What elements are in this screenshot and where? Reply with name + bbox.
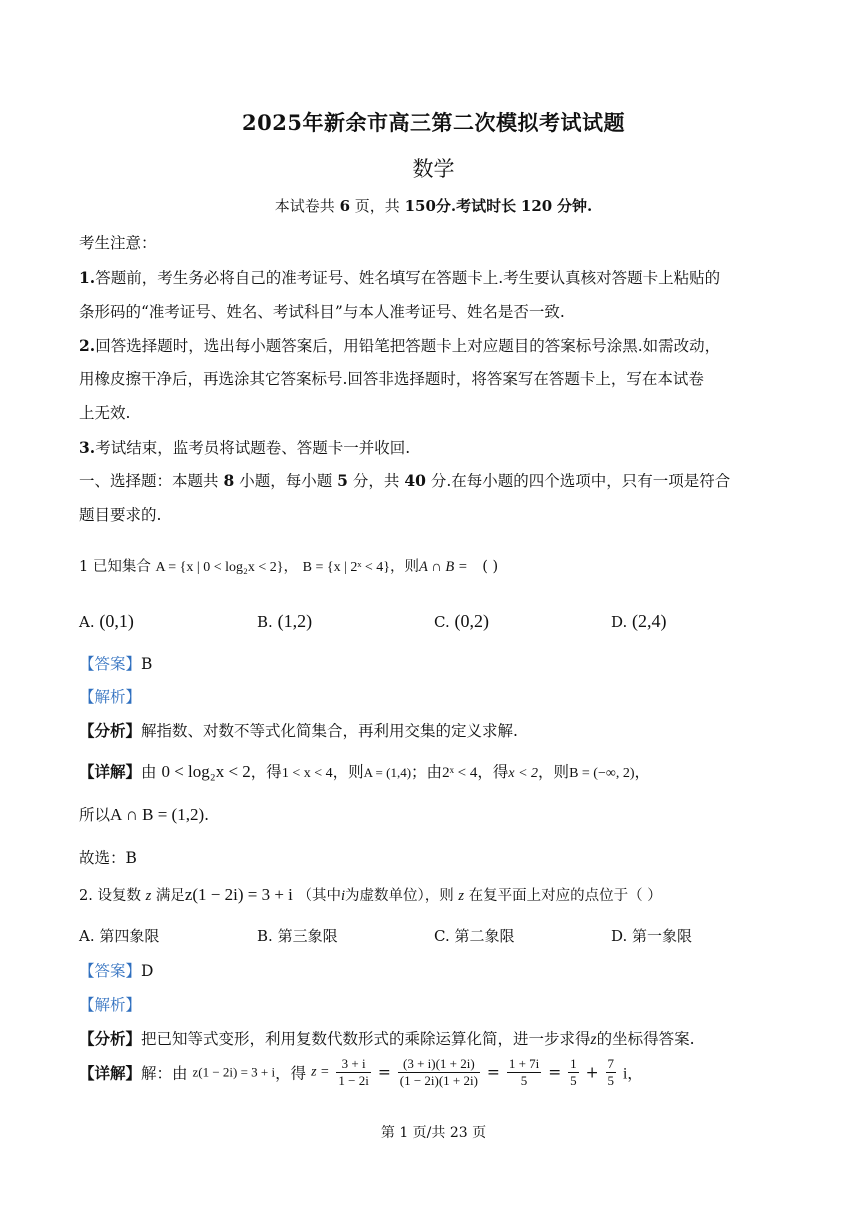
fraction-denominator: 5	[607, 1073, 615, 1088]
fenxi-text: 把已知等式变形，利用复数代数形式的乘除运算化简，进一步求得	[141, 1030, 591, 1048]
detail-text: ，则	[332, 763, 364, 781]
detail-text: ，则	[538, 763, 570, 781]
q1-fenxi	[79, 719, 518, 741]
intersection-formula: A ∩ B =	[419, 559, 468, 575]
option-value: 第一象限	[632, 927, 693, 945]
option-label: B.	[257, 927, 273, 945]
fenxi-tag: 【分析】	[79, 1029, 142, 1048]
q1-conclusion	[79, 803, 209, 825]
section-total: 40	[404, 471, 426, 490]
option-label: B.	[257, 613, 273, 631]
question-text: 在复平面上对应的点位于（ ）	[468, 888, 662, 904]
section-each: 5	[337, 471, 348, 490]
answer-value: B	[141, 655, 153, 673]
fraction-denominator: 5	[520, 1073, 528, 1088]
inequality-formula: 1 < x < 4	[281, 766, 333, 781]
notice-3-line-1	[79, 436, 410, 458]
q2-fenxi	[79, 1027, 695, 1049]
detail-text: ；由	[411, 763, 443, 781]
notice-number: 3.	[79, 438, 96, 457]
question-1-stem	[79, 555, 498, 576]
fenxi-text: 的坐标得答案.	[596, 1030, 695, 1048]
detail-text: 由	[141, 763, 157, 781]
detail-tag: 【详解】	[79, 762, 142, 781]
inequality-formula: 2ˣ < 4	[442, 765, 478, 781]
option-value: (1,2)	[277, 611, 313, 631]
fraction	[507, 1056, 541, 1089]
section-text: 分.在每小题的四个选项中，只有一项是符合	[430, 472, 731, 490]
option-label: C.	[434, 927, 450, 945]
question-text: 为虚数单位），则	[345, 888, 454, 904]
q2-option-d	[611, 925, 692, 946]
page-title: 2025年新余市高三第二次模拟考试试题	[242, 110, 625, 135]
q1-option-a	[79, 611, 134, 632]
separator: ，	[283, 559, 298, 575]
option-value: 第三象限	[277, 927, 338, 945]
q1-option-b	[257, 611, 312, 632]
option-label: D.	[611, 927, 628, 945]
equation-formula: z(1 − 2i) = 3 + i	[184, 885, 293, 904]
q1-detail	[79, 760, 650, 782]
question-text: 满足	[155, 888, 185, 904]
q1-choose: 故选：B	[79, 849, 137, 867]
fraction-numerator: 1 + 7i	[508, 1056, 540, 1071]
q1-answer	[79, 652, 152, 674]
detail-text: ，得	[250, 763, 282, 781]
conclusion-text: 所以	[79, 806, 111, 824]
fraction	[336, 1056, 370, 1089]
notice-1-line-2: 条形码的“准考证号、姓名、考试科目”与本人准考证号、姓名是否一致.	[79, 303, 565, 321]
notice-1-line-1	[79, 266, 720, 288]
z-equals: z =	[311, 1064, 330, 1080]
question-text: 1 已知集合	[79, 559, 151, 575]
section-text: 分，共	[352, 472, 400, 490]
notice-number: 2.	[79, 336, 96, 355]
notice-text: 考试结束，监考员将试题卷、答题卡一并收回.	[95, 439, 411, 457]
set-formula: B = (−∞, 2)	[569, 766, 635, 781]
fraction-denominator: 5	[570, 1073, 577, 1088]
fraction-denominator: (1 − 2i)(1 + 2i)	[399, 1073, 478, 1088]
fraction	[606, 1056, 617, 1089]
q1-option-d	[611, 611, 667, 632]
answer-blank: ( )	[482, 559, 499, 575]
question-text: 2. 设复数	[79, 888, 141, 904]
option-label: D.	[611, 613, 628, 631]
notice-heading: 考生注意：	[79, 234, 157, 252]
detail-text: ，	[634, 763, 651, 781]
detail-text: ，得	[477, 763, 509, 781]
answer-tag: 【答案】	[79, 655, 142, 673]
set-formula: A = (1,4)	[363, 765, 412, 780]
q1-analysis-tag: 【解析】	[79, 688, 142, 706]
section-text: 小题，每小题	[239, 472, 333, 490]
section-heading-line-1	[79, 469, 730, 491]
answer-tag: 【答案】	[79, 962, 142, 980]
result-formula: A ∩ B = (1,2)	[110, 805, 205, 824]
section-heading-line-2: 题目要求的.	[79, 506, 162, 524]
intro-text: 本试卷共	[274, 197, 335, 215]
question-2-stem	[79, 884, 662, 905]
q2-option-a	[79, 925, 159, 946]
option-value: 第二象限	[454, 927, 515, 945]
notice-number: 1.	[79, 268, 96, 287]
fraction-numerator: 1	[570, 1056, 577, 1071]
option-value: (2,4)	[632, 611, 667, 631]
q2-option-c	[434, 925, 515, 946]
inequality-formula: 0 < log₂x < 2	[161, 762, 251, 781]
equals-sign: =	[377, 1063, 391, 1082]
detail-text: ，得	[275, 1064, 307, 1083]
q2-analysis-tag: 【解析】	[79, 996, 142, 1014]
fenxi-text: 解指数、对数不等式化简集合，再利用交集的定义求解.	[141, 722, 518, 740]
option-label: A.	[79, 927, 95, 945]
section-count: 8	[223, 471, 235, 490]
inequality-formula: x < 2	[508, 766, 539, 781]
page-footer: 第 1 页/共 23 页	[380, 1125, 487, 1141]
answer-value: D	[141, 962, 154, 980]
variable-z: z	[590, 1031, 597, 1048]
detail-tag: 【详解】	[79, 1063, 142, 1083]
fraction	[398, 1056, 480, 1089]
notice-2-line-2: 用橡皮擦干净后，再选涂其它答案标号.回答非选择题时，将答案写在答题卡上，写在本试卷	[79, 370, 704, 388]
option-label: A.	[79, 613, 95, 631]
variable-z: z	[145, 888, 152, 904]
fraction-numerator: 7	[607, 1056, 615, 1071]
equation-formula: z(1 − 2i) = 3 + i	[192, 1064, 276, 1080]
intro-text: 页，共	[354, 197, 400, 215]
question-text: ，则	[390, 559, 420, 575]
q2-option-b	[257, 925, 338, 946]
option-label: C.	[434, 613, 450, 631]
q2-detail	[79, 1056, 643, 1089]
q2-answer	[79, 959, 153, 981]
detail-text: 解：由	[141, 1064, 188, 1083]
option-value: 第四象限	[99, 927, 160, 945]
equals-sign: =	[486, 1063, 500, 1082]
intro-text: 分钟.	[557, 197, 593, 215]
fenxi-tag: 【分析】	[79, 721, 142, 740]
plus-sign: +	[585, 1063, 599, 1082]
set-a-formula: A = {x | 0 < log₂x < 2}	[155, 560, 284, 575]
intro-score: 150	[404, 197, 436, 215]
notice-2-line-3: 上无效.	[79, 404, 131, 422]
question-text: （其中	[297, 888, 342, 904]
notice-text: 回答选择题时，选出每小题答案后，用铅笔把答题卡上对应题目的答案标号涂黑.如需改动，	[95, 337, 721, 355]
equals-sign: =	[548, 1063, 562, 1082]
fraction-numerator: 3 + i	[336, 1056, 370, 1073]
intro-time: 120	[520, 197, 553, 215]
section-text: 一、选择题：本题共	[79, 472, 219, 490]
notice-text: 答题前，考生务必将自己的准考证号、姓名填写在答题卡上.考生要认真核对答题卡上粘贴的	[95, 269, 721, 287]
intro-pages: 6	[339, 197, 350, 215]
q1-option-c	[434, 611, 489, 632]
variable-z: z	[458, 888, 465, 904]
option-value: (0,2)	[454, 611, 489, 631]
variable-i: i	[341, 888, 346, 904]
fraction	[568, 1056, 579, 1089]
intro-text: 分.考试时长	[435, 197, 517, 215]
subject-title: 数学	[412, 157, 455, 181]
notice-2-line-1	[79, 334, 720, 356]
set-b-formula: B = {x | 2ˣ < 4}	[302, 560, 391, 575]
fraction-numerator: (3 + i)(1 + 2i)	[398, 1056, 480, 1073]
fraction-denominator: 1 − 2i	[338, 1073, 369, 1088]
conclusion-text: .	[204, 806, 210, 824]
imaginary-unit: i，	[622, 1065, 643, 1083]
option-value: (0,1)	[99, 611, 134, 631]
exam-intro	[0, 195, 867, 216]
